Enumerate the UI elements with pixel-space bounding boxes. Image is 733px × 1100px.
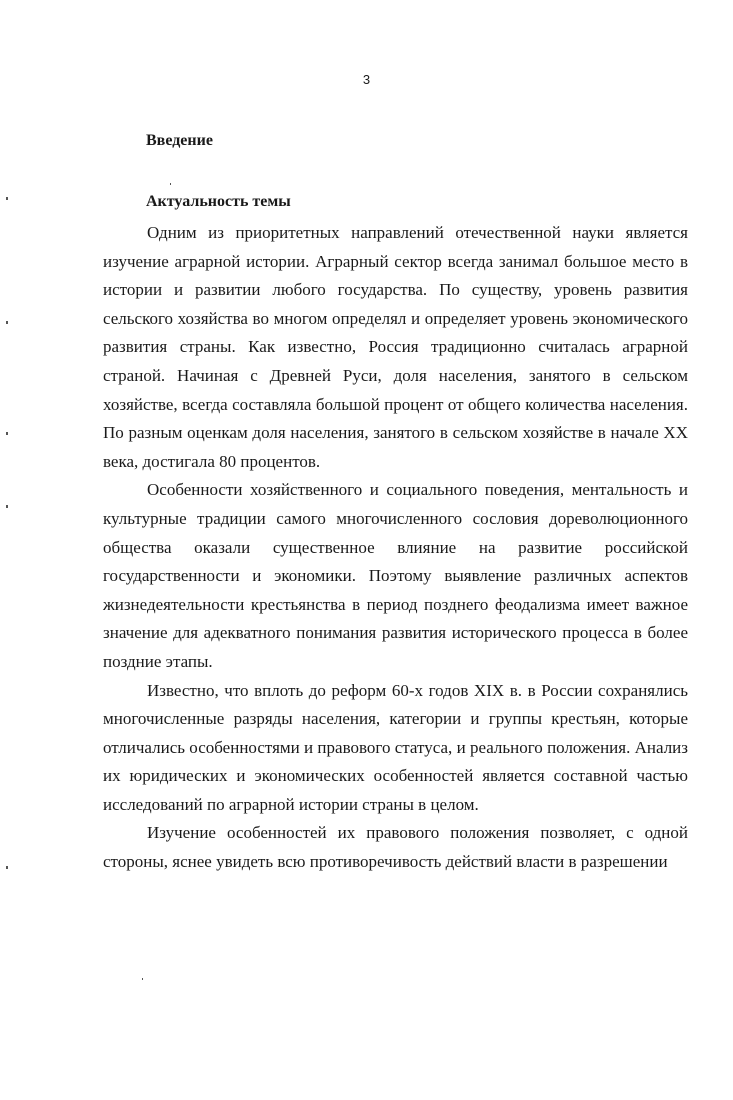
scan-speck (170, 183, 171, 185)
scan-speck (6, 432, 8, 435)
page-number: 3 (362, 72, 371, 87)
scan-speck (6, 505, 8, 508)
scan-speck (6, 321, 8, 324)
paragraph: Изучение особенностей их правового положения позволяет, с одной стороны, яснее увидеть всю противоречивость действий власти в разрешении (103, 823, 688, 872)
paragraph: Одним из приоритетных направлений отечественной науки является изучение аграрной истории. Аграрный сектор всегда занимал большое место в истории и развитии любого государства. По существу, уровень развития сельского хозяйства во многом определял и определяет уровень экономического развития страны. Как известно, Россия традиционно считалась аграрной страной. Начиная с Древней Руси, доля населения, занятого в сельском хозяйстве, всегда составляла большой процент от общего количества населения. По разным оценкам доля населения, занятого в сельском хозяйстве в начале XX века, достигала 80 процентов. (103, 223, 688, 471)
scan-speck (6, 866, 8, 869)
section-heading: Введение (146, 132, 213, 149)
body-text (103, 219, 688, 877)
scan-speck (142, 978, 143, 980)
subsection-heading: Актуальность темы (146, 193, 291, 210)
paragraph: Известно, что вплоть до реформ 60-х годов XIX в. в России сохранялись многочисленные разряды населения, категории и группы крестьян, которые отличались особенностями и правового статуса, и реального положения. Анализ их юридических и экономических особенностей является составной частью исследований по аграрной истории страны в целом. (103, 680, 688, 814)
paragraph: Особенности хозяйственного и социального поведения, ментальность и культурные традиции самого многочисленного сословия дореволюционного общества оказали существенное влияние на развитие российской государственности и экономики. Поэтому выявление различных аспектов жизнедеятельности крестьянства в период позднего феодализма имеет важное значение для адекватного понимания развития исторического процесса в более поздние этапы. (103, 480, 688, 671)
scan-speck (6, 197, 8, 200)
